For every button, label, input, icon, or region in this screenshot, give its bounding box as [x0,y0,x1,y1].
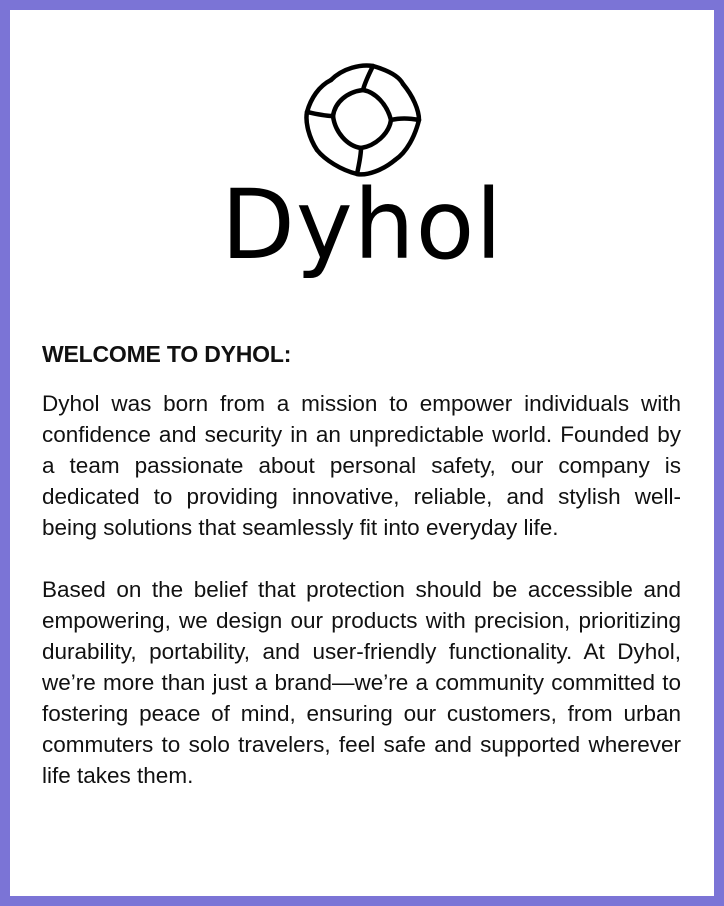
welcome-section [42,338,681,822]
abstract-spiral-star-icon [303,60,423,178]
paragraph-mission: Dyhol was born from a mission to empower individuals with confidence and security in an unpredictable world. Founded by a team passionate about personal safety, our company is dedicated to providing innovative, reliable, and stylish well-being solutions that seamlessly fit into everyday life. [42,391,681,540]
paragraph-belief: Based on the belief that protection should be accessible and empowering, we design our products with precision, prioritizing durability, portability, and user-friendly functionality. At Dyhol, we’re more than just a brand—we’re a community committed to fostering peace of mind, ensuring our customers, from urban commuters to solo travelers, feel safe and supported wherever life takes them. [42,577,681,788]
welcome-heading: WELCOME TO DYHOL: [42,341,292,367]
brand-name: Dyhol [221,169,503,281]
